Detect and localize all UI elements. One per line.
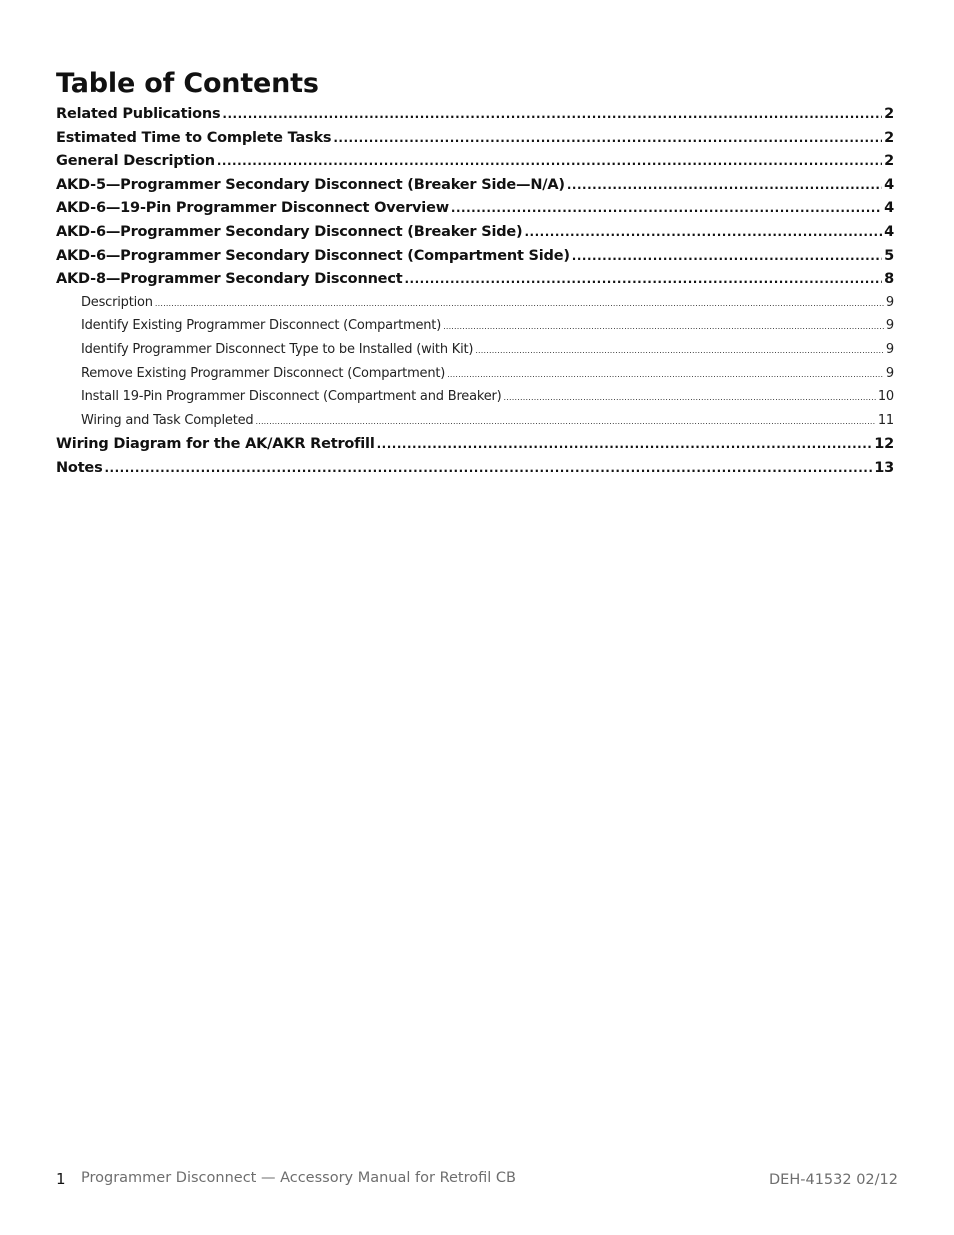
- toc-entry[interactable]: [56, 153, 894, 177]
- toc-entry-title: Estimated Time to Complete Tasks: [56, 129, 332, 146]
- toc-entry-page: 8: [884, 271, 894, 288]
- toc-subentry[interactable]: [56, 318, 894, 342]
- toc-dot-leader: [217, 153, 882, 169]
- toc-dot-leader: [255, 413, 875, 428]
- toc-entry-page: 5: [884, 247, 894, 264]
- toc-dot-leader: [443, 318, 884, 333]
- toc-subentry[interactable]: [56, 295, 894, 319]
- toc-entry[interactable]: [56, 460, 894, 484]
- toc-entry-page: 13: [874, 459, 894, 476]
- toc-entry-title: Install 19-Pin Programmer Disconnect (Compartment and Breaker): [81, 389, 502, 405]
- toc-entry-page: 2: [884, 153, 894, 170]
- toc-entry-title: Remove Existing Programmer Disconnect (Compartment): [81, 365, 446, 381]
- toc-dot-leader: [572, 248, 882, 264]
- toc-entry-page: 9: [885, 318, 894, 334]
- toc-dot-leader: [222, 106, 882, 122]
- toc-entry-page: 2: [884, 106, 894, 122]
- toc-entry-page: 12: [874, 436, 894, 453]
- toc-entry[interactable]: [56, 177, 894, 201]
- toc-entry[interactable]: [56, 224, 894, 248]
- toc-entry-title: Identify Existing Programmer Disconnect (Compartment): [81, 318, 442, 334]
- toc-entry[interactable]: [56, 200, 894, 224]
- toc-subentry[interactable]: [56, 342, 894, 366]
- toc-entry-title: Related Publications: [56, 106, 221, 122]
- footer-page-number: 1: [56, 1170, 66, 1188]
- footer-document-id: DEH-41532 02/12: [769, 1172, 898, 1188]
- toc-dot-leader: [404, 271, 882, 287]
- toc-entry-title: Description: [81, 294, 153, 310]
- toc-entry[interactable]: [56, 106, 894, 130]
- table-of-contents: [56, 106, 894, 484]
- toc-entry-title: AKD-6—19-Pin Programmer Disconnect Overview: [56, 200, 449, 217]
- toc-subentry[interactable]: [56, 389, 894, 413]
- toc-entry[interactable]: [56, 436, 894, 460]
- toc-entry-title: Notes: [56, 459, 103, 476]
- toc-dot-leader: [525, 224, 883, 240]
- toc-entry-page: 9: [885, 341, 894, 357]
- toc-dot-leader: [504, 389, 876, 404]
- toc-dot-leader: [475, 342, 884, 357]
- toc-subentry[interactable]: [56, 366, 894, 390]
- toc-entry-page: 2: [884, 129, 894, 146]
- toc-entry-page: 4: [884, 200, 894, 217]
- toc-subentry[interactable]: [56, 413, 894, 437]
- toc-entry-title: Wiring and Task Completed: [81, 412, 254, 428]
- page-title: Table of Contents: [56, 68, 319, 99]
- toc-dot-leader: [567, 177, 882, 193]
- toc-entry-page: 11: [877, 412, 894, 428]
- toc-entry-page: 4: [884, 223, 894, 240]
- toc-entry-title: General Description: [56, 153, 215, 170]
- toc-entry-title: AKD-5—Programmer Secondary Disconnect (Breaker Side—N/A): [56, 176, 565, 193]
- toc-dot-leader: [105, 460, 873, 476]
- toc-entry-title: AKD-6—Programmer Secondary Disconnect (Compartment Side): [56, 247, 570, 264]
- toc-entry-page: 9: [885, 365, 894, 381]
- toc-entry[interactable]: [56, 271, 894, 295]
- toc-dot-leader: [333, 130, 882, 146]
- toc-entry-title: Identify Programmer Disconnect Type to be Installed (with Kit): [81, 341, 474, 357]
- toc-dot-leader: [377, 436, 873, 452]
- toc-entry-title: AKD-8—Programmer Secondary Disconnect: [56, 271, 403, 288]
- toc-dot-leader: [451, 200, 882, 216]
- toc-dot-leader: [447, 366, 884, 381]
- footer-manual-title: Programmer Disconnect — Accessory Manual for Retrofil CB: [81, 1170, 516, 1186]
- toc-entry-title: AKD-6—Programmer Secondary Disconnect (Breaker Side): [56, 223, 523, 240]
- toc-entry-page: 4: [884, 176, 894, 193]
- toc-entry-title: Wiring Diagram for the AK/AKR Retrofill: [56, 436, 375, 453]
- toc-entry[interactable]: [56, 130, 894, 154]
- toc-entry[interactable]: [56, 248, 894, 272]
- toc-entry-page: 9: [885, 294, 894, 310]
- toc-dot-leader: [155, 295, 884, 310]
- toc-entry-page: 10: [877, 389, 894, 405]
